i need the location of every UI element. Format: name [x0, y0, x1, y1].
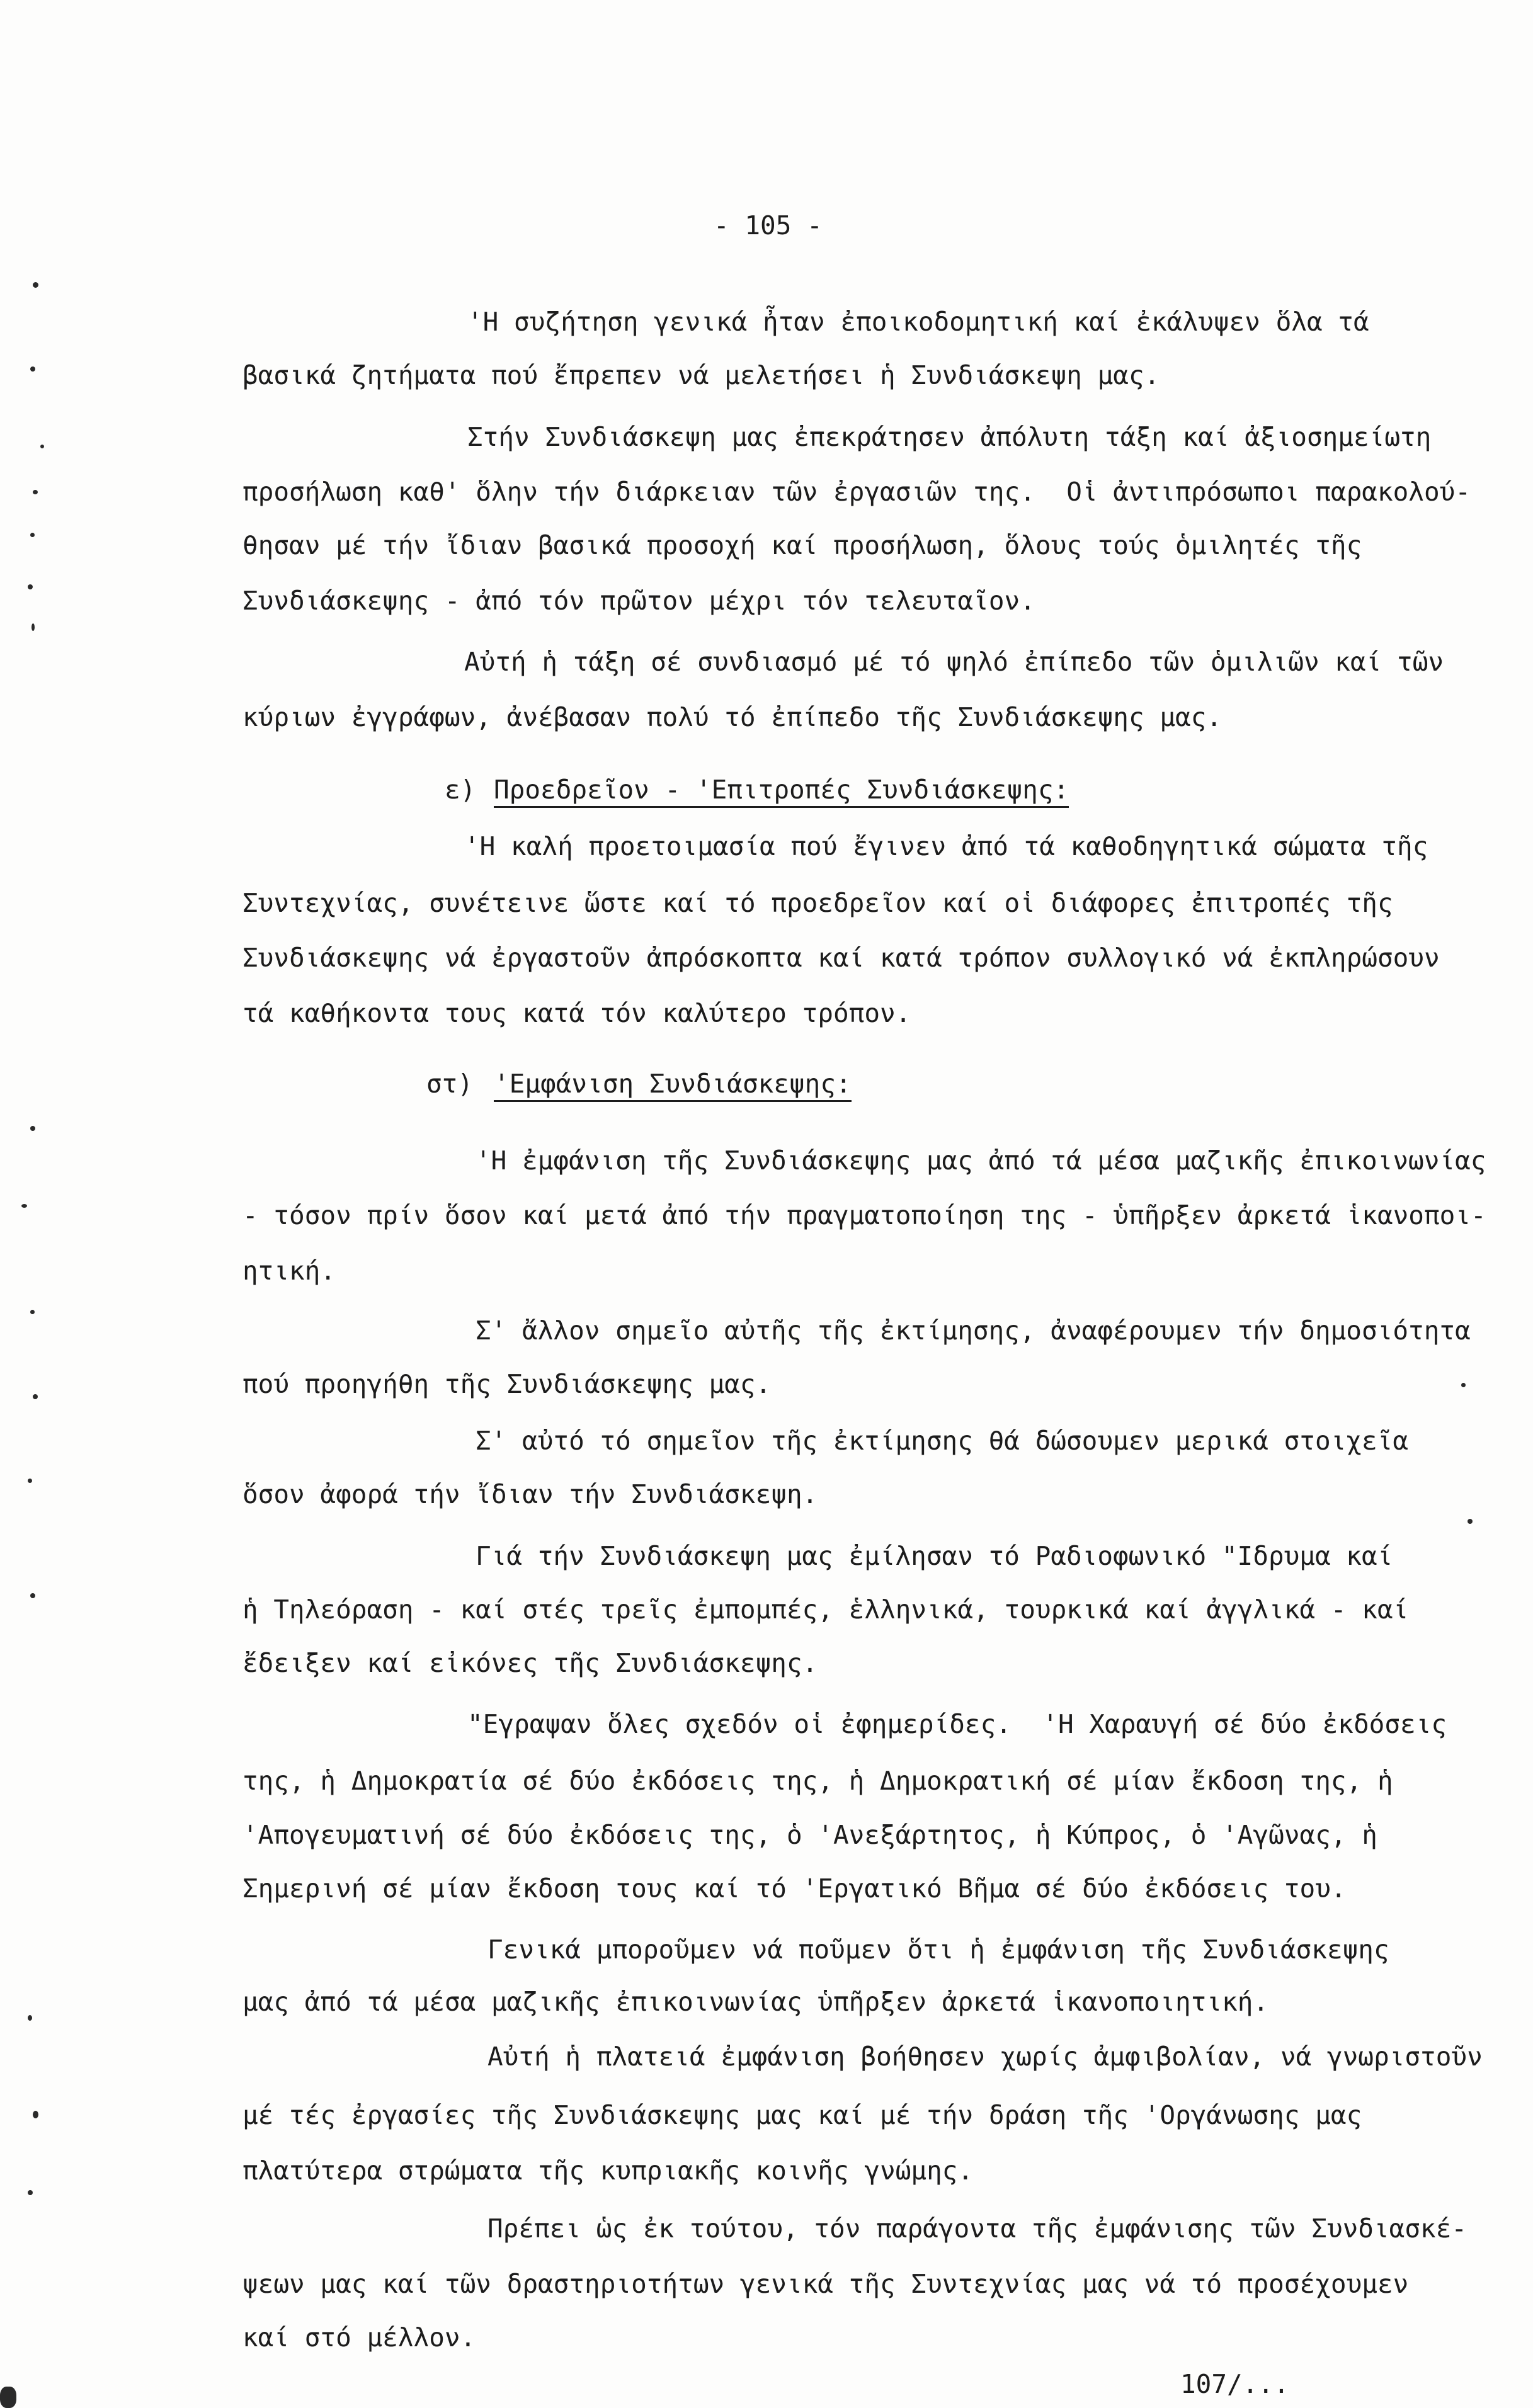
text-line: 'Η ἐμφάνιση τῆς Συνδιάσκεψης μας ἀπό τά μέσα μαζικῆς ἐπικοινωνίας — [476, 1145, 1486, 1176]
text-line: ψεων μας καί τῶν δραστηριοτήτων γενικά τῆς Συντεχνίας μας νά τό προσέχουμεν — [242, 2269, 1409, 2299]
text-line: Σ' αὐτό τό σημεῖον τῆς ἐκτίμησης θά δώσουμεν μερικά στοιχεῖα — [476, 1426, 1409, 1456]
text-line: Αὐτή ἡ τάξη σέ συνδιασμό μέ τό ψηλό ἐπίπεδο τῶν ὁμιλιῶν καί τῶν — [464, 647, 1444, 677]
text-line: ὅσον ἀφορά τήν ἴδιαν τήν Συνδιάσκεψη. — [242, 1479, 818, 1509]
text-line: Σημερινή σέ μίαν ἔκδοση τους καί τό 'Εργατικό Βῆμα σέ δύο ἐκδόσεις του. — [242, 1873, 1347, 1904]
scan-speck — [30, 1593, 35, 1598]
scan-speck — [30, 1310, 35, 1314]
text-line: ητική. — [242, 1256, 336, 1286]
text-line: τά καθήκοντα τους κατά τόν καλύτερο τρόπον. — [242, 998, 911, 1028]
scan-speck — [28, 2190, 33, 2195]
text-line: μας ἀπό τά μέσα μαζικῆς ἐπικοινωνίας ὑπῆρξεν ἀρκετά ἱκανοποιητική. — [242, 1987, 1269, 2017]
page-number: - 105 - — [714, 210, 823, 241]
text-line: Σ' ἄλλον σημεῖο αὐτῆς τῆς ἐκτίμησης, ἀναφέρουμεν τήν δημοσιότητα — [476, 1315, 1471, 1346]
text-line: 'Η συζήτηση γενικά ἦταν ἐποικοδομητική καί ἐκάλυψεν ὅλα τά — [467, 307, 1369, 337]
section-heading-title: 'Εμφάνιση Συνδιάσκεψης: — [494, 1069, 852, 1102]
scan-speck — [40, 445, 44, 448]
scan-speck — [33, 490, 38, 494]
text-line: καί στό μέλλον. — [242, 2322, 476, 2353]
section-heading-title: Προεδρεῖον - 'Επιτροπές Συνδιάσκεψης: — [494, 775, 1069, 808]
scan-speck — [33, 282, 38, 288]
scan-speck — [1467, 1519, 1473, 1524]
scan-speck — [21, 1204, 27, 1208]
text-line: ἡ Τηλεόραση - καί στές τρεῖς ἐμπομπές, ἑλληνικά, τουρκικά καί ἀγγλικά - καί — [242, 1594, 1409, 1625]
text-line: "Εγραψαν ὅλες σχεδόν οἱ ἐφημερίδες. 'Η Χαραυγή σέ δύο ἐκδόσεις — [467, 1709, 1447, 1739]
scan-speck — [30, 366, 35, 372]
text-line: βασικά ζητήματα πού ἔπρεπεν νά μελετήσει ἡ Συνδιάσκεψη μας. — [242, 360, 1160, 390]
scan-speck — [30, 533, 35, 537]
scan-speck — [31, 623, 35, 631]
text-line: της, ἡ Δημοκρατία σέ δύο ἐκδόσεις της, ἡ Δημοκρατική σέ μίαν ἔκδοση της, ἡ — [242, 1766, 1393, 1796]
text-line: - τόσον πρίν ὅσον καί μετά ἀπό τήν πραγματοποίηση της - ὑπῆρξεν ἀρκετά ἱκανοποι- — [242, 1200, 1486, 1230]
text-line: 'Η καλή προετοιμασία πού ἔγινεν ἀπό τά καθοδηγητικά σώματα τῆς — [464, 831, 1428, 861]
text-line: πού προηγήθη τῆς Συνδιάσκεψης μας. — [242, 1369, 772, 1399]
text-line: κύριων ἐγγράφων, ἀνέβασαν πολύ τό ἐπίπεδο τῆς Συνδιάσκεψης μας. — [242, 702, 1222, 732]
scan-speck — [28, 2015, 32, 2021]
text-line: πλατύτερα στρώματα τῆς κυπριακῆς κοινῆς γνώμης. — [242, 2155, 974, 2186]
text-line: Γιά τήν Συνδιάσκεψη μας ἐμίλησαν τό Ραδιοφωνικό "Ιδρυμα καί — [476, 1541, 1393, 1571]
text-line: Γενικά μποροῦμεν νά ποῦμεν ὅτι ἡ ἐμφάνιση τῆς Συνδιάσκεψης — [487, 1934, 1389, 1965]
page-footer-continuation: 107/... — [1180, 2369, 1289, 2399]
section-heading-marker: στ) — [426, 1069, 474, 1099]
text-line: προσήλωση καθ' ὅλην τήν διάρκειαν τῶν ἐργασιῶν της. Οἱ ἀντιπρόσωποι παρακολού- — [242, 477, 1471, 507]
text-line: Αὐτή ἡ πλατειά ἐμφάνιση βοήθησεν χωρίς ἀμφιβολίαν, νά γνωριστοῦν — [487, 2042, 1483, 2072]
text-line: Συνδιάσκεψης νά ἐργαστοῦν ἀπρόσκοπτα καί κατά τρόπον συλλογικό νά ἐκπληρώσουν — [242, 943, 1440, 973]
text-line: ἔδειξεν καί εἰκόνες τῆς Συνδιάσκεψης. — [242, 1648, 818, 1678]
text-line: Στήν Συνδιάσκεψη μας ἐπεκράτησεν ἀπόλυτη τάξη καί ἀξιοσημείωτη — [467, 422, 1432, 452]
scan-speck — [30, 1126, 35, 1131]
scan-speck — [1461, 1383, 1466, 1387]
scan-speck — [33, 1394, 38, 1399]
text-line: 'Απογευματινή σέ δύο ἐκδόσεις της, ὁ 'Ανεξάρτητος, ἡ Κύπρος, ὁ 'Αγῶνας, ἡ — [242, 1820, 1377, 1850]
text-line: Πρέπει ὡς ἐκ τούτου, τόν παράγοντα τῆς ἐμφάνισης τῶν Συνδιασκέ- — [487, 2213, 1467, 2244]
text-line: μέ τές ἐργασίες τῆς Συνδιάσκεψης μας καί μέ τήν δράση τῆς 'Οργάνωσης μας — [242, 2100, 1362, 2130]
section-heading-marker: ε) — [445, 775, 476, 805]
text-line: Συνδιάσκεψης - ἀπό τόν πρῶτον μέχρι τόν τελευταῖον. — [242, 586, 1035, 616]
scan-speck — [0, 2387, 16, 2408]
scan-speck — [28, 584, 33, 589]
scan-speck — [33, 2111, 38, 2118]
text-line: Συντεχνίας, συνέτεινε ὥστε καί τό προεδρεῖον καί οἱ διάφορες ἐπιτροπές τῆς — [242, 888, 1393, 918]
scan-speck — [28, 1479, 32, 1483]
text-line: θησαν μέ τήν ἴδιαν βασικά προσοχή καί προσήλωση, ὅλους τούς ὁμιλητές τῆς — [242, 530, 1362, 560]
